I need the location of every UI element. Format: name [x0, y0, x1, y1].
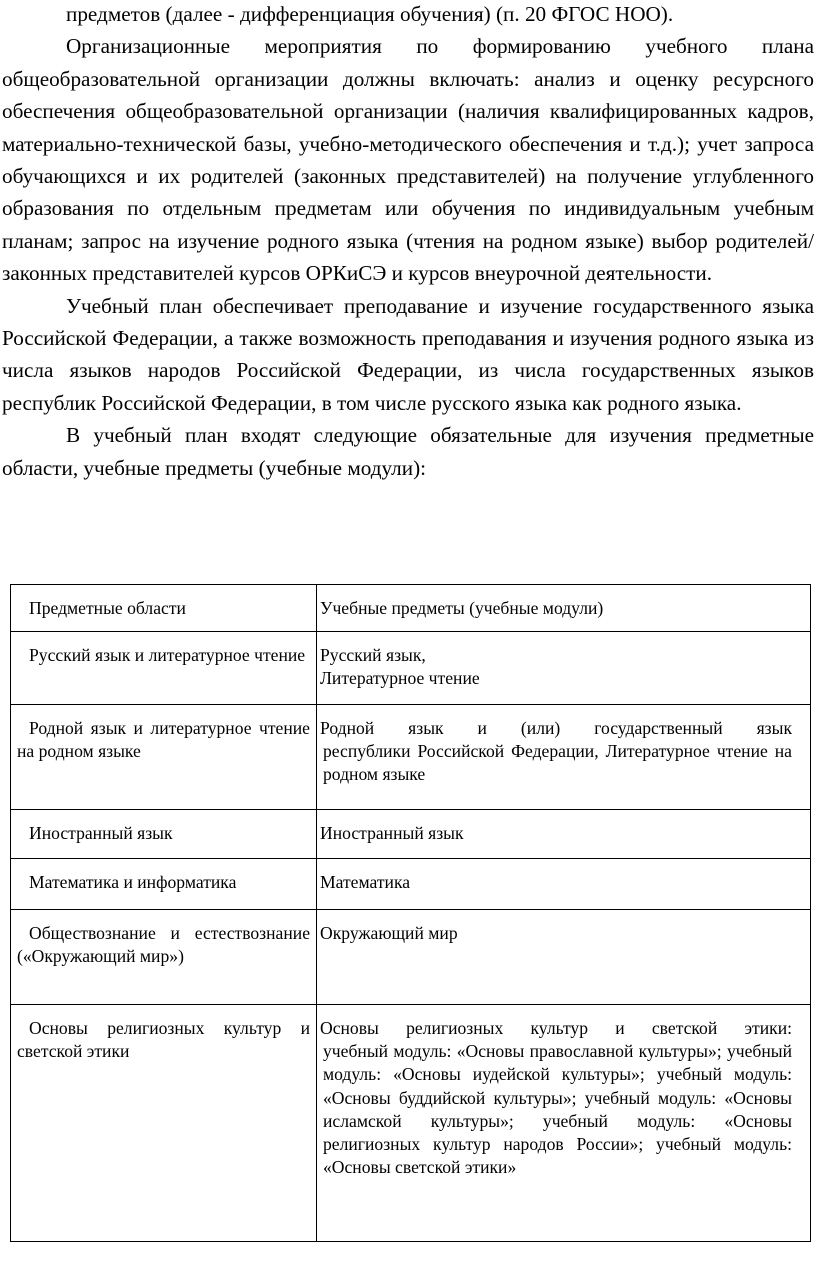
table-row: [11, 705, 811, 810]
subjects-line: Литературное чтение: [320, 668, 480, 689]
subject-area: Иностранный язык: [29, 823, 173, 843]
table-cell: [11, 910, 317, 1005]
subjects-line: Русский язык,: [320, 645, 426, 665]
subjects-cell: [317, 910, 810, 953]
subjects-line: Иностранный язык: [320, 823, 464, 843]
table-cell: [317, 810, 811, 859]
paragraph-table-intro: В учебный план входят следующие обязательные для изучения предметные области, учебные предметы (учебные модули):: [2, 423, 814, 480]
table-row: [11, 632, 811, 705]
header-subject-areas: Предметные области: [29, 598, 186, 618]
table-header-cell: [317, 585, 811, 632]
subject-area: Обществознание и естествознание («Окружающий мир»): [17, 923, 310, 967]
subjects-cell: [317, 859, 810, 902]
subjects-line: Математика: [320, 872, 411, 892]
curriculum-table: [10, 584, 811, 1242]
table-cell: [11, 859, 317, 910]
table-cell: [317, 632, 811, 705]
subjects-cell: [317, 705, 810, 795]
table-cell: [11, 705, 317, 810]
subject-area: Родной язык и литературное чтение на родном языке: [17, 718, 310, 762]
paragraph-continuation: предметов (далее - дифференциация обучения) (п. 20 ФГОС НОО).: [66, 2, 674, 26]
header-subjects: Учебные предметы (учебные модули): [320, 598, 604, 618]
table-row: [11, 810, 811, 859]
table-cell: [317, 859, 811, 910]
table-row: [11, 910, 811, 1005]
table-row: [11, 1005, 811, 1242]
table-header-row: [11, 585, 811, 632]
subjects-line: учебный модуль: «Основы православной культуры»; учебный модуль: «Основы иудейской культуры»; учебный модуль: «Основы буддийской культуры»; учебный модуль: «Основы исламской культуры»; учебный модуль: «Основы религиозных культур народов России»; учебный модуль: «Основы светской этики»: [323, 1041, 792, 1178]
table-cell: [11, 1005, 317, 1242]
subjects-cell: [317, 810, 810, 853]
subjects-line: республики Российской Федерации, Литературное чтение на родном языке: [323, 741, 792, 785]
table-cell: [317, 910, 811, 1005]
table-cell: [11, 632, 317, 705]
subject-area: Математика и информатика: [29, 872, 237, 892]
subjects-line: Родной язык и (или) государственный язык: [320, 718, 792, 738]
subjects-cell: [317, 632, 810, 698]
subject-area: Основы религиозных культур и светской этики: [17, 1018, 310, 1062]
table-header-cell: [11, 585, 317, 632]
table-cell: [317, 1005, 811, 1242]
subjects-line: Основы религиозных культур и светской этики:: [320, 1018, 792, 1038]
table-row: [11, 859, 811, 910]
subjects-cell: [317, 1005, 810, 1187]
paragraph-state-language: Учебный план обеспечивает преподавание и изучение государственного языка Российской Федерации, а также возможность преподавания и изучения родного языка из числа языков народов Российской Федерации, из числа государственных языков республик Российской Федерации, в том числе русского языка как родного языка.: [2, 293, 814, 415]
paragraph-organizational-measures: Организационные мероприятия по формированию учебного плана общеобразовательной организации должны включать: анализ и оценку ресурсного обеспечения общеобразовательной организации (наличия квалифицированных кадров, материально-технической базы, учебно-методического обеспечения и т.д.); учет запроса обучающихся и их родителей (законных представителей) на получение углубленного образования по отдельным предметам или обучения по индивидуальным учебным планам; запрос на изучение родного языка (чтения на родном языке) выбор родителей/законных представителей курсов ОРКиСЭ и курсов внеурочной деятельности.: [2, 34, 814, 286]
subjects-line: Окружающий мир: [320, 923, 458, 943]
table-cell: [11, 810, 317, 859]
subject-area: Русский язык и литературное чтение: [29, 645, 306, 665]
table-cell: [317, 705, 811, 810]
